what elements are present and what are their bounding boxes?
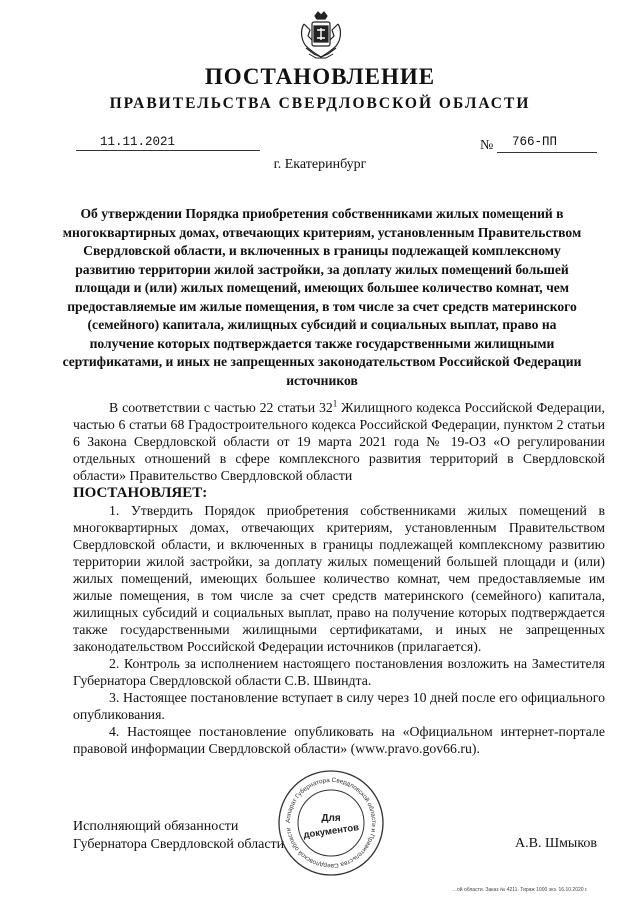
stamp-line1: Для xyxy=(321,813,341,824)
official-stamp xyxy=(276,768,386,878)
preamble-superscript: 1 xyxy=(332,398,338,409)
preamble-paragraph xyxy=(73,399,605,484)
document-type-title: ПОСТАНОВЛЕНИЕ xyxy=(204,64,436,89)
coat-of-arms-icon xyxy=(298,10,344,60)
decree-item-4: 4. Настоящее постановление опубликовать на «Официальном интернет-портале правовой информации Свердловской области» (www.pravo.gov66.ru). xyxy=(73,724,605,756)
document-date: 11.11.2021 xyxy=(100,135,176,149)
decree-item-1: 1. Утвердить Порядок приобретения собственниками жилых помещений в многоквартирных домах, отвечающих критериям, установленным Правительством Свердловской области, и включенных в границы подлежащей комплексному развитию территории жилой застройки, за доплату жилых помещений большей площади и (или) жилых помещений, имеющих большее количество комнат, чем предоставляемые им жилые помещения, в том числе за счет средств материнского (семейного) капитала, жилищных субсидий и социальных выплат, право на получение которых подтверждается также государственными жилищными сертификатами, и иных не запрещенных законодательством Российской Федерации источников (прилагается). xyxy=(73,503,605,654)
document-heading: Об утверждении Порядка приобретения собственниками жилых помещений в многоквартирных домах, отвечающих критериям, установленным Правительством Свердловской области, и включенных в границы подлежащей комплексному развитию территории жилой застройки, за доплату жилых помещений большей площади и (или) жилых помещений, имеющих большее количество комнат, чем предоставляемые им жилые помещения, в том числе за счет средств материнского (семейного) капитала, жилищных субсидий и социальных выплат, право на получение которых подтверждается также государственными жилищными сертификатами, и иных не запрещенных законодательством Российской Федерации источников xyxy=(62,206,582,388)
issue-city: г. Екатеринбург xyxy=(273,157,367,172)
date-underline xyxy=(76,150,260,151)
decree-item-3: 3. Настоящее постановление вступает в силу через 10 дней после его официального опубликования. xyxy=(73,690,605,722)
document-body xyxy=(73,399,605,757)
signatory-name: А.В. Шмыков xyxy=(515,836,598,851)
number-underline xyxy=(497,152,597,153)
preamble-text-end: Жилищного кодекса Российской Федерации, частью 6 статьи 68 Градостроительного кодекса Российской Федерации, пунктом 2 статьи 6 Закона Свердловской области от 19 марта 2021 года № 19-ОЗ «О регулировании отдельных отношений в сфере комплексного развития территорий в Свердловской области» Правительство Свердловской области xyxy=(73,400,605,483)
document-number: 766-ПП xyxy=(512,135,558,149)
decree-item-2: 2. Контроль за исполнением настоящего постановления возложить на Заместителя Губернатора Свердловской области С.В. Швиндта. xyxy=(73,656,605,688)
stamp-line2: документов xyxy=(302,822,360,841)
signatory-position xyxy=(73,818,284,854)
decree-word: ПОСТАНОВЛЯЕТ: xyxy=(73,485,208,501)
number-sign: № xyxy=(480,138,494,153)
stamp-ring-path: Аппарат Губернатора Свердловской области и Правительства Свердловской области xyxy=(284,776,378,870)
signatory-position-line2: Губернатора Свердловской области xyxy=(73,837,285,852)
preamble-text-start: В соответствии с частью 22 статьи 32 xyxy=(109,400,333,415)
signatory-position-line1: Исполняющий обязанности xyxy=(73,819,239,834)
print-footer-note: …ой области. Заказ № 4211. Тираж 1000 экз. 16.10.2020 г. xyxy=(452,887,588,893)
issuing-authority: ПРАВИТЕЛЬСТВА СВЕРДЛОВСКОЙ ОБЛАСТИ xyxy=(109,95,531,112)
